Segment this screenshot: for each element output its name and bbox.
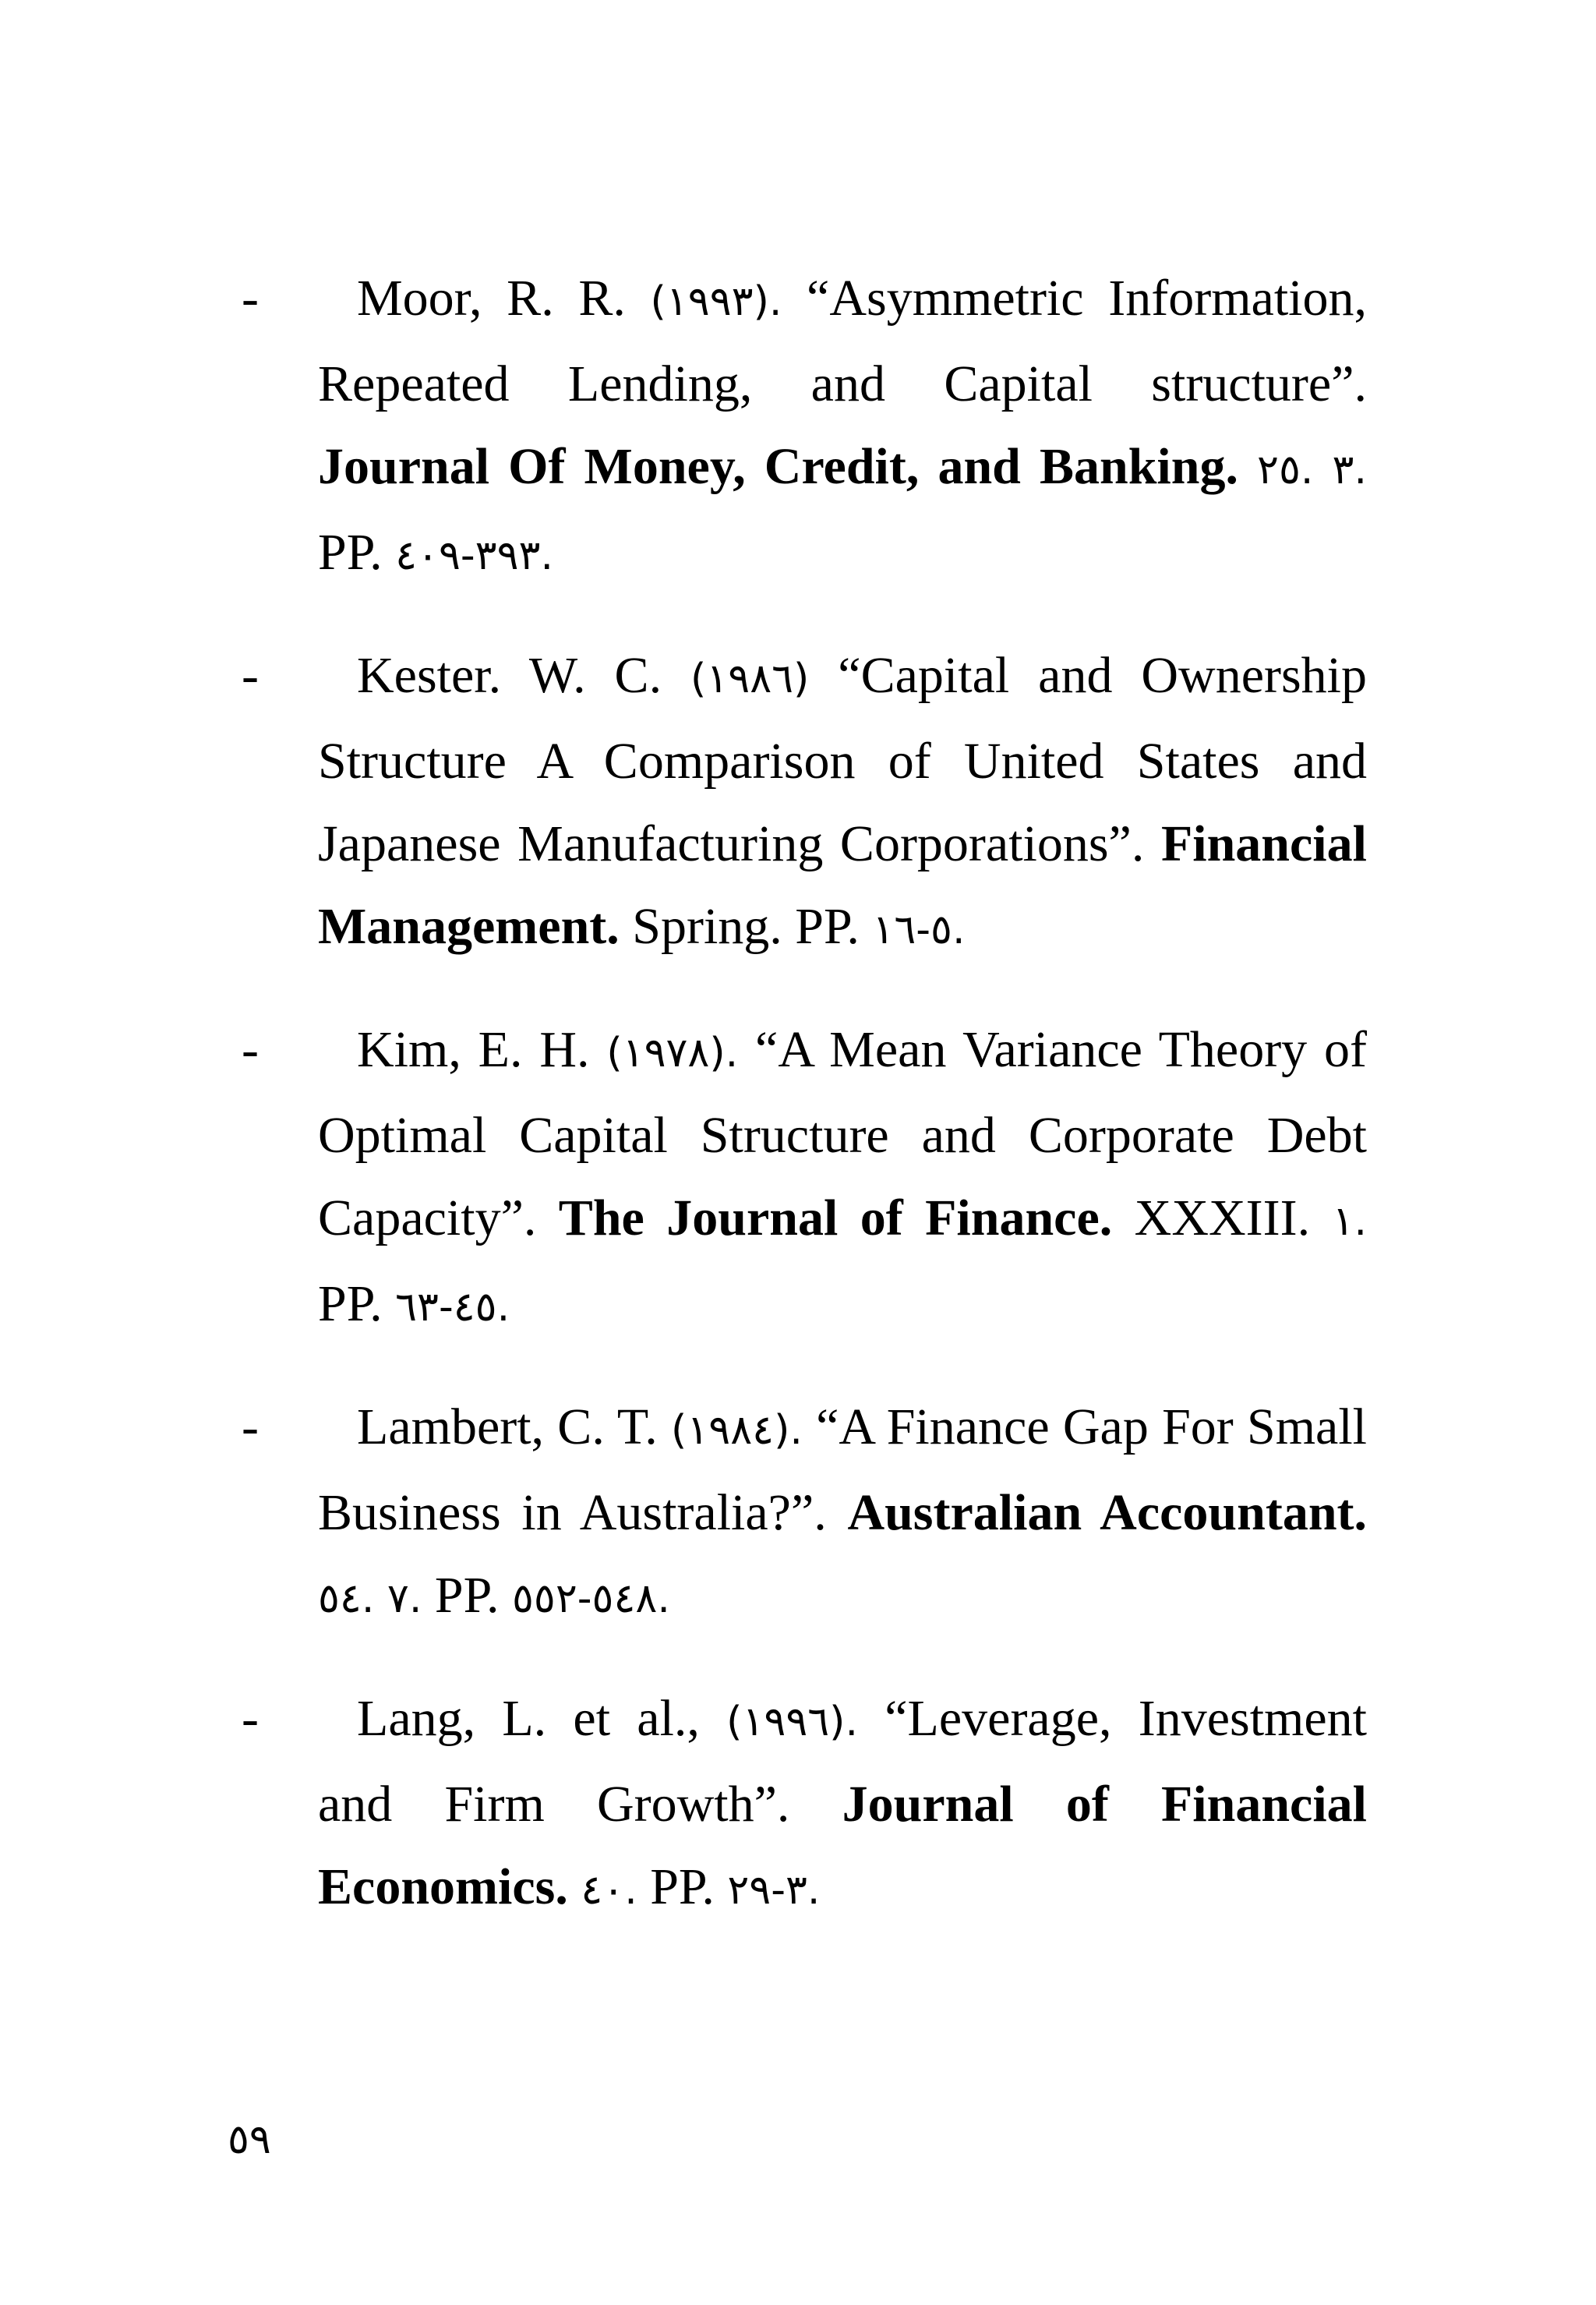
- reference-item: [0, 257, 1596, 597]
- reference-volume: ٢٥.: [1257, 447, 1314, 493]
- reference-title: “A Finance Gap For Small Business in Australia?”.: [318, 1398, 1368, 1541]
- reference-journal: Journal of Financial Economics.: [318, 1776, 1368, 1915]
- reference-journal: Financial Management.: [318, 815, 1367, 955]
- list-bullet: -: [242, 647, 259, 704]
- reference-item: [0, 1677, 1596, 1932]
- reference-pp-label: PP.: [795, 898, 860, 955]
- reference-title: “Capital and Ownership Structure A Comparison of United States and Japanese Manufacturing Corporations”.: [318, 647, 1368, 872]
- reference-season: Spring.: [632, 898, 782, 955]
- reference-pp-label: PP.: [318, 1275, 383, 1332]
- reference-pp-label: PP.: [434, 1567, 500, 1624]
- reference-authors: Moor, R. R.: [357, 270, 626, 327]
- reference-journal: Journal Of Money, Credit, and Banking.: [318, 438, 1238, 495]
- reference-pages: ٣٩٣-٤٠٩.: [395, 532, 553, 579]
- reference-item: [0, 1009, 1596, 1349]
- reference-year: (١٩٨٤).: [671, 1407, 803, 1454]
- list-bullet: -: [242, 270, 259, 327]
- reference-year: (١٩٩٣).: [650, 278, 782, 325]
- reference-year: (١٩٧٨).: [606, 1030, 739, 1076]
- reference-authors: Kim, E. H.: [357, 1021, 590, 1078]
- list-bullet: -: [242, 1398, 259, 1455]
- reference-item: [0, 635, 1596, 971]
- reference-pages: ٥٤٨-٥٥٢.: [511, 1575, 670, 1622]
- reference-title: “A Mean Variance Theory of Optimal Capital Structure and Corporate Debt Capacity”.: [318, 1021, 1367, 1246]
- reference-title: “Leverage, Investment and Firm Growth”.: [318, 1690, 1368, 1833]
- reference-journal: Australian Accountant.: [847, 1484, 1367, 1541]
- reference-volume: ٥٤.: [318, 1575, 375, 1622]
- reference-pp-label: PP.: [650, 1858, 715, 1915]
- reference-text: [318, 635, 1367, 971]
- reference-text: [318, 257, 1367, 597]
- reference-pages: ٤٥-٦٣.: [395, 1284, 510, 1331]
- reference-issue: ٧.: [387, 1575, 422, 1622]
- reference-authors: Lambert, C. T.: [357, 1398, 658, 1455]
- reference-volume: ٤٠.: [581, 1867, 637, 1914]
- reference-authors: Kester. W. C.: [357, 647, 662, 704]
- reference-volume: XXXIII.: [1134, 1190, 1311, 1246]
- list-bullet: -: [242, 1690, 259, 1747]
- reference-year: (١٩٩٦).: [726, 1699, 858, 1745]
- reference-pages: ٣-٢٩.: [727, 1867, 821, 1914]
- reference-authors: Lang, L. et al.,: [357, 1690, 700, 1747]
- reference-item: [0, 1386, 1596, 1640]
- reference-text: [318, 1009, 1367, 1349]
- list-bullet: -: [242, 1021, 259, 1078]
- reference-text: [318, 1677, 1367, 1932]
- reference-journal: The Journal of Finance.: [558, 1190, 1113, 1246]
- reference-title: “Asymmetric Information, Repeated Lending, and Capital structure”.: [318, 270, 1367, 412]
- reference-text: [318, 1386, 1367, 1640]
- reference-issue: ٣.: [1332, 447, 1367, 493]
- page-number: ٥٩: [228, 2116, 271, 2163]
- reference-issue: ١.: [1332, 1198, 1367, 1245]
- reference-pages: ٥-١٦.: [872, 907, 966, 953]
- reference-pp-label: PP.: [318, 524, 383, 581]
- reference-year: (١٩٨٦): [690, 656, 810, 702]
- references-list: [0, 257, 1596, 1969]
